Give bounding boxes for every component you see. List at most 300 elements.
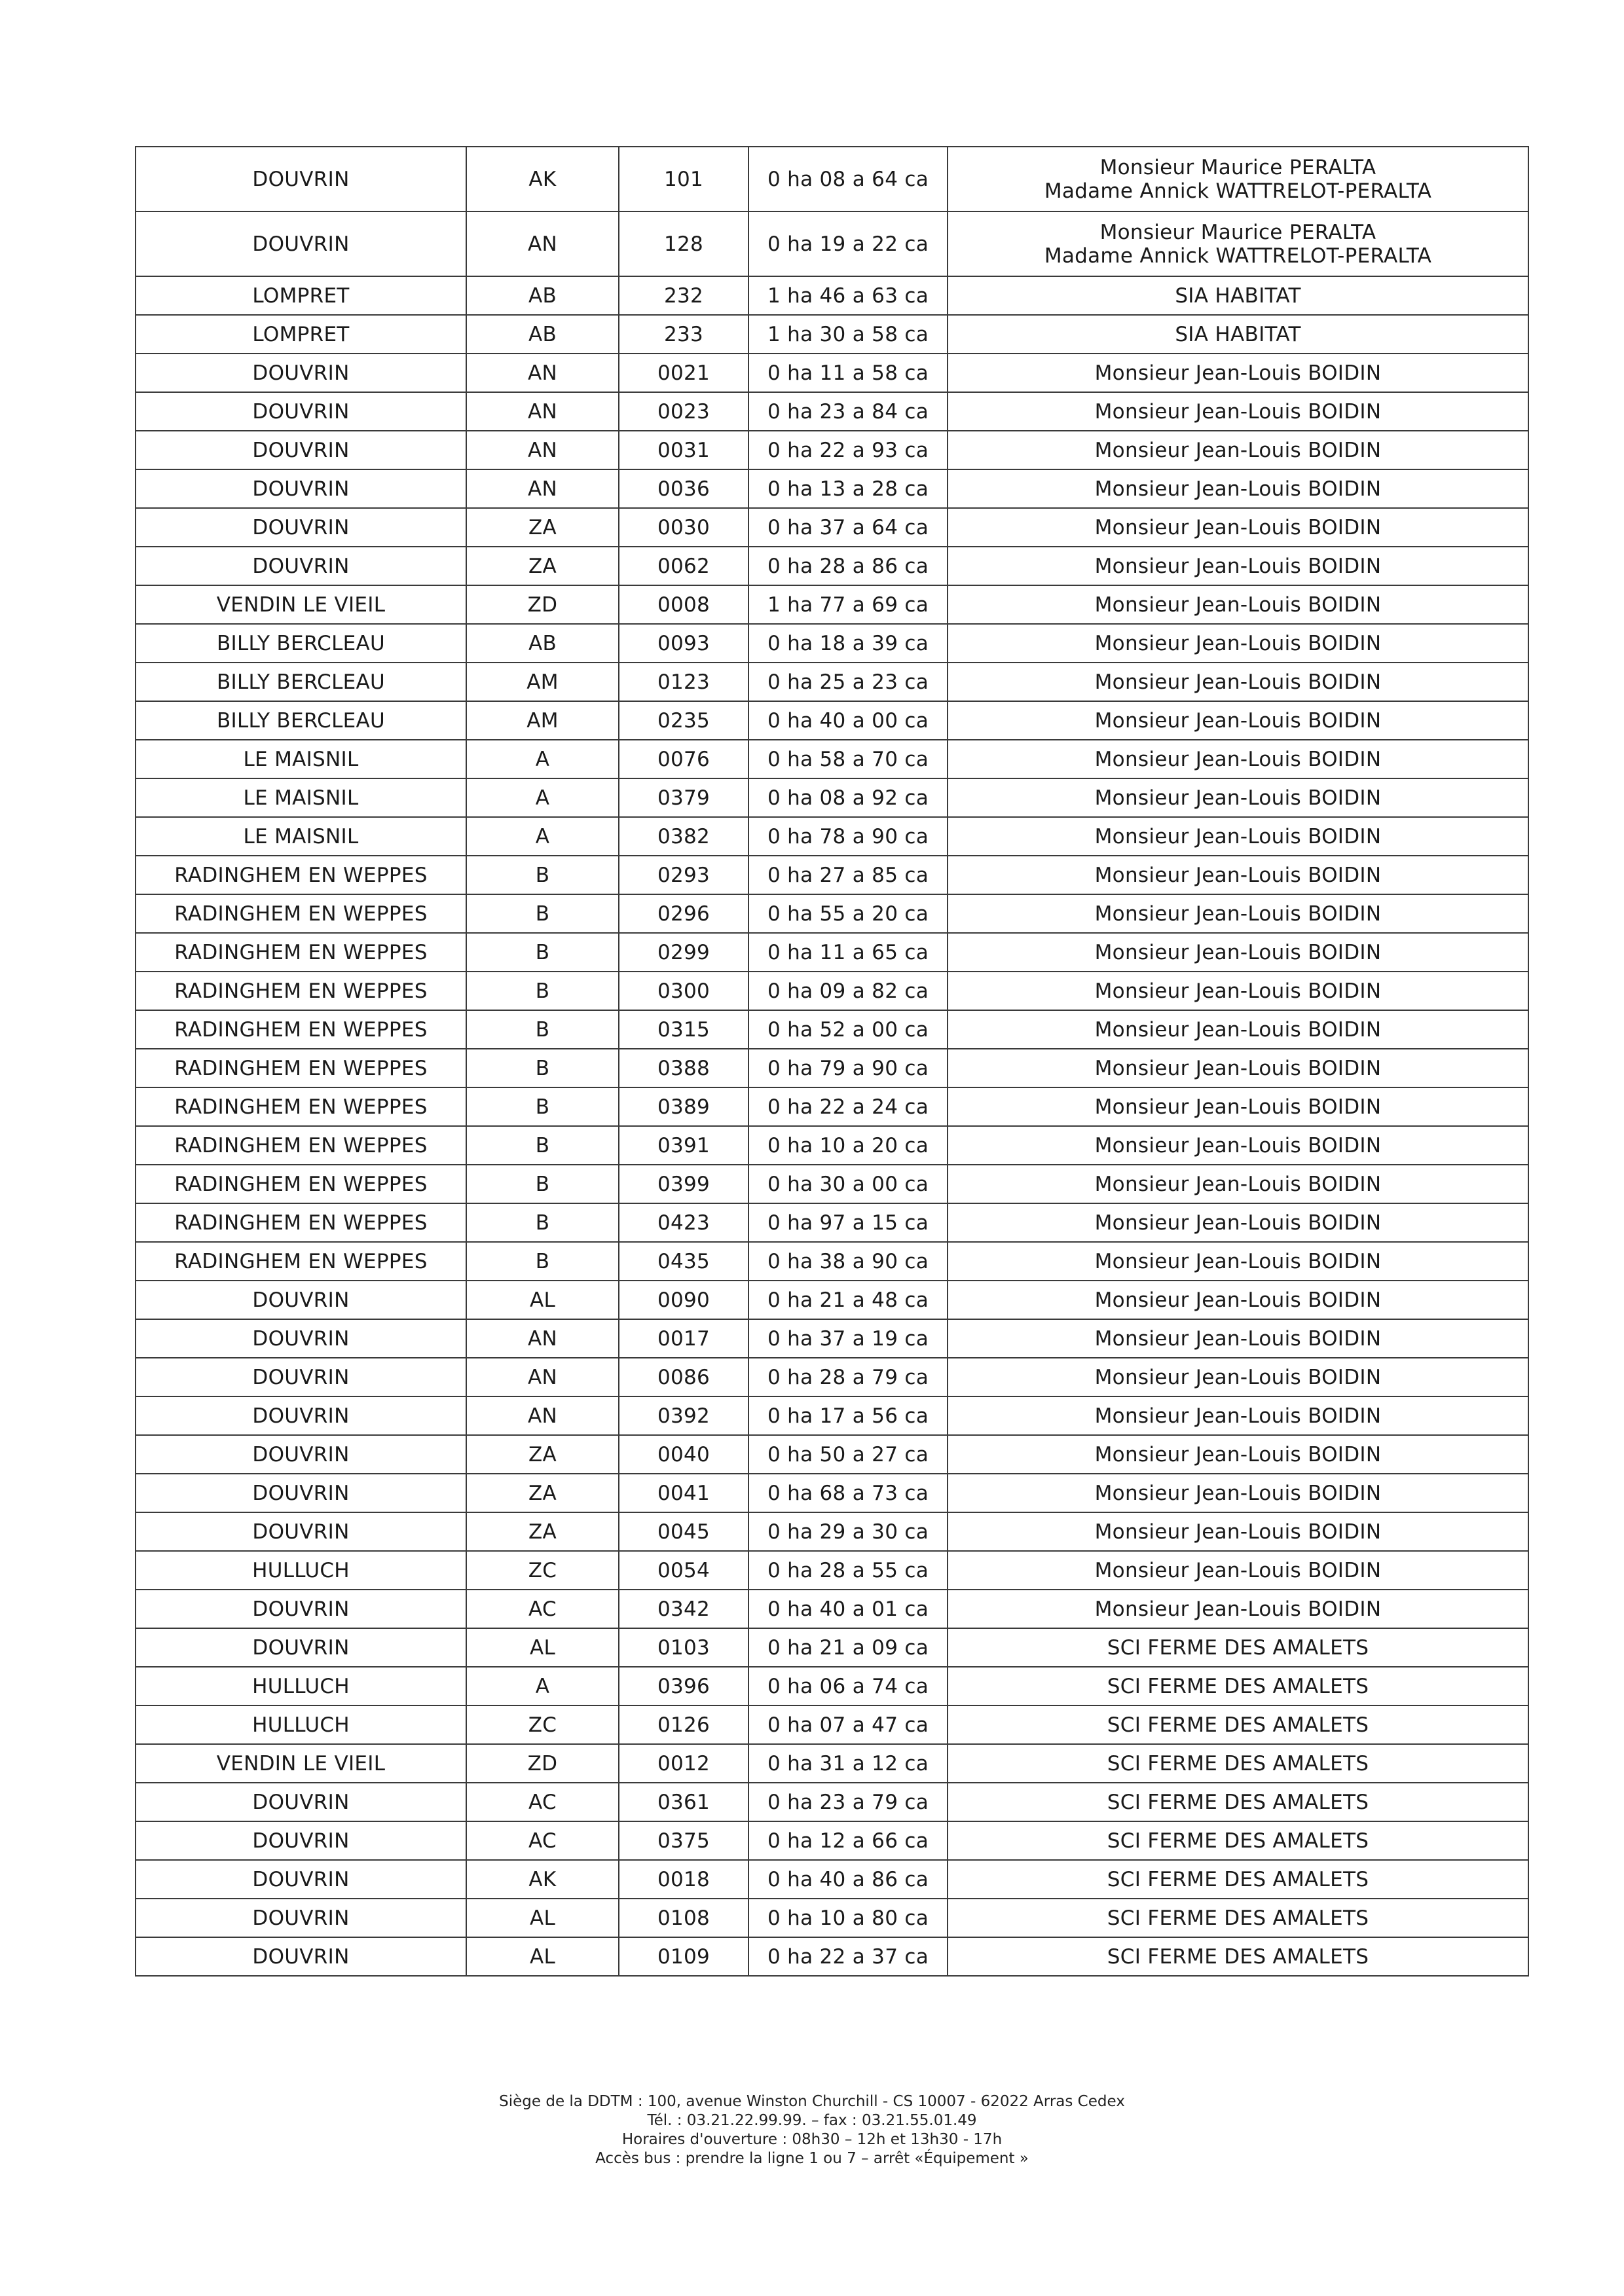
cell-contenance: 0 ha 23 a 84 ca	[748, 392, 948, 431]
cell-commune: LOMPRET	[136, 315, 466, 354]
cell-contenance: 0 ha 97 a 15 ca	[748, 1203, 948, 1242]
cell-contenance: 0 ha 12 a 66 ca	[748, 1821, 948, 1860]
cell-numero: 128	[619, 211, 748, 276]
cell-section: ZA	[466, 1435, 619, 1474]
cell-contenance: 0 ha 08 a 92 ca	[748, 778, 948, 817]
cell-commune: LE MAISNIL	[136, 778, 466, 817]
table-row	[136, 1435, 1528, 1474]
cell-contenance: 0 ha 38 a 90 ca	[748, 1242, 948, 1281]
table-row	[136, 1860, 1528, 1899]
table-row	[136, 933, 1528, 972]
cell-contenance: 1 ha 46 a 63 ca	[748, 276, 948, 315]
owner-name: Monsieur Jean-Louis BOIDIN	[1094, 361, 1382, 385]
cell-section: AB	[466, 624, 619, 663]
cell-owner	[948, 1512, 1528, 1551]
cell-owner	[948, 1087, 1528, 1126]
cell-contenance: 0 ha 11 a 65 ca	[748, 933, 948, 972]
cell-owner	[948, 817, 1528, 856]
owner-name: Monsieur Jean-Louis BOIDIN	[1094, 1365, 1382, 1389]
owner-name: Monsieur Jean-Louis BOIDIN	[1094, 1288, 1382, 1312]
table-row	[136, 431, 1528, 469]
cell-commune: DOUVRIN	[136, 1590, 466, 1628]
table-row	[136, 1821, 1528, 1860]
cell-owner	[948, 1937, 1528, 1976]
cell-section: ZA	[466, 1512, 619, 1551]
cell-commune: RADINGHEM EN WEPPES	[136, 1049, 466, 1087]
cell-section: AL	[466, 1628, 619, 1667]
cell-contenance: 0 ha 11 a 58 ca	[748, 354, 948, 392]
cell-owner	[948, 1783, 1528, 1821]
cell-owner	[948, 508, 1528, 547]
owner-name: SCI FERME DES AMALETS	[1107, 1867, 1369, 1891]
cell-contenance: 0 ha 07 a 47 ca	[748, 1705, 948, 1744]
cell-section: B	[466, 894, 619, 933]
cell-contenance: 0 ha 37 a 19 ca	[748, 1319, 948, 1358]
cell-section: AM	[466, 701, 619, 740]
owner-name: Monsieur Jean-Louis BOIDIN	[1094, 1017, 1382, 1042]
cell-numero: 101	[619, 147, 748, 211]
cell-numero: 0041	[619, 1474, 748, 1512]
cell-commune: RADINGHEM EN WEPPES	[136, 972, 466, 1010]
table-row	[136, 1937, 1528, 1976]
cell-owner	[948, 547, 1528, 585]
cell-contenance: 0 ha 27 a 85 ca	[748, 856, 948, 894]
cell-contenance: 0 ha 22 a 93 ca	[748, 431, 948, 469]
cell-owner	[948, 211, 1528, 276]
table-row	[136, 856, 1528, 894]
cell-contenance: 0 ha 68 a 73 ca	[748, 1474, 948, 1512]
cell-commune: DOUVRIN	[136, 469, 466, 508]
table-row	[136, 508, 1528, 547]
table-row	[136, 972, 1528, 1010]
footer-phone-fax: Tél. : 03.21.22.99.99. – fax : 03.21.55.01.49	[647, 2112, 977, 2129]
cell-commune: DOUVRIN	[136, 1474, 466, 1512]
footer-address: Siège de la DDTM : 100, avenue Winston Churchill - CS 10007 - 62022 Arras Cedex	[499, 2093, 1125, 2110]
cell-commune: RADINGHEM EN WEPPES	[136, 1126, 466, 1165]
cell-owner	[948, 663, 1528, 701]
cell-contenance: 1 ha 77 a 69 ca	[748, 585, 948, 624]
cell-numero: 0093	[619, 624, 748, 663]
owner-name: Monsieur Jean-Louis BOIDIN	[1094, 863, 1382, 887]
cell-section: AL	[466, 1937, 619, 1976]
cell-section: ZD	[466, 1744, 619, 1783]
owner-name: Monsieur Jean-Louis BOIDIN	[1094, 1249, 1382, 1273]
cell-contenance: 0 ha 58 a 70 ca	[748, 740, 948, 778]
cell-section: ZC	[466, 1551, 619, 1590]
table-row	[136, 1744, 1528, 1783]
cell-numero: 0012	[619, 1744, 748, 1783]
cell-contenance: 0 ha 17 a 56 ca	[748, 1396, 948, 1435]
table-row	[136, 663, 1528, 701]
cell-section: ZA	[466, 547, 619, 585]
owner-name: Monsieur Jean-Louis BOIDIN	[1094, 1520, 1382, 1544]
owner-name: SIA HABITAT	[1175, 283, 1301, 308]
cell-owner	[948, 1010, 1528, 1049]
cell-owner	[948, 1203, 1528, 1242]
cell-contenance: 0 ha 08 a 64 ca	[748, 147, 948, 211]
cell-contenance: 0 ha 40 a 86 ca	[748, 1860, 948, 1899]
cell-contenance: 0 ha 13 a 28 ca	[748, 469, 948, 508]
cell-commune: RADINGHEM EN WEPPES	[136, 894, 466, 933]
cell-contenance: 0 ha 52 a 00 ca	[748, 1010, 948, 1049]
table-row	[136, 1590, 1528, 1628]
cell-numero: 0396	[619, 1667, 748, 1705]
cell-numero: 0040	[619, 1435, 748, 1474]
cell-numero: 0030	[619, 508, 748, 547]
cell-owner	[948, 276, 1528, 315]
cell-section: AM	[466, 663, 619, 701]
cell-contenance: 0 ha 06 a 74 ca	[748, 1667, 948, 1705]
cell-commune: DOUVRIN	[136, 1899, 466, 1937]
parcel-table-body	[136, 147, 1528, 1976]
owner-name: Monsieur Jean-Louis BOIDIN	[1094, 592, 1382, 617]
cell-section: AC	[466, 1783, 619, 1821]
page-footer	[0, 2092, 1624, 2168]
cell-owner	[948, 778, 1528, 817]
table-row	[136, 1667, 1528, 1705]
owner-name: Monsieur Jean-Louis BOIDIN	[1094, 631, 1382, 655]
owner-name: Monsieur Jean-Louis BOIDIN	[1094, 477, 1382, 501]
cell-section: B	[466, 1203, 619, 1242]
cell-numero: 0054	[619, 1551, 748, 1590]
cell-numero: 0389	[619, 1087, 748, 1126]
cell-owner	[948, 1860, 1528, 1899]
cell-numero: 0375	[619, 1821, 748, 1860]
owner-name: SCI FERME DES AMALETS	[1107, 1906, 1369, 1930]
table-row	[136, 1281, 1528, 1319]
cell-commune: DOUVRIN	[136, 1628, 466, 1667]
cell-owner	[948, 1551, 1528, 1590]
cell-numero: 0399	[619, 1165, 748, 1203]
cell-numero: 0299	[619, 933, 748, 972]
owner-name: Monsieur Jean-Louis BOIDIN	[1094, 902, 1382, 926]
cell-numero: 0126	[619, 1705, 748, 1744]
cell-commune: DOUVRIN	[136, 508, 466, 547]
cell-owner	[948, 392, 1528, 431]
cell-owner	[948, 469, 1528, 508]
cell-commune: DOUVRIN	[136, 147, 466, 211]
cell-numero: 0361	[619, 1783, 748, 1821]
owner-name: Monsieur Jean-Louis BOIDIN	[1094, 399, 1382, 424]
cell-numero: 0379	[619, 778, 748, 817]
cell-contenance: 0 ha 79 a 90 ca	[748, 1049, 948, 1087]
cell-numero: 0008	[619, 585, 748, 624]
cell-owner	[948, 1628, 1528, 1667]
cell-contenance: 0 ha 29 a 30 ca	[748, 1512, 948, 1551]
cell-contenance: 0 ha 55 a 20 ca	[748, 894, 948, 933]
cell-section: AB	[466, 276, 619, 315]
owner-name: SCI FERME DES AMALETS	[1107, 1713, 1369, 1737]
cell-contenance: 0 ha 28 a 86 ca	[748, 547, 948, 585]
cell-contenance: 0 ha 40 a 01 ca	[748, 1590, 948, 1628]
cell-contenance: 0 ha 28 a 79 ca	[748, 1358, 948, 1396]
owner-name: Monsieur Jean-Louis BOIDIN	[1094, 554, 1382, 578]
footer-bus-access: Accès bus : prendre la ligne 1 ou 7 – arrêt «Équipement »	[595, 2150, 1029, 2167]
cell-numero: 0018	[619, 1860, 748, 1899]
cell-owner	[948, 1590, 1528, 1628]
cell-section: AC	[466, 1821, 619, 1860]
cell-commune: DOUVRIN	[136, 431, 466, 469]
table-row	[136, 469, 1528, 508]
owner-name: Monsieur Maurice PERALTA	[1099, 220, 1376, 244]
table-row	[136, 740, 1528, 778]
owner-name: Monsieur Jean-Louis BOIDIN	[1094, 824, 1382, 848]
table-row	[136, 276, 1528, 315]
cell-numero: 232	[619, 276, 748, 315]
table-row	[136, 894, 1528, 933]
cell-commune: LOMPRET	[136, 276, 466, 315]
cell-section: ZA	[466, 1474, 619, 1512]
table-row	[136, 1203, 1528, 1242]
cell-numero: 0109	[619, 1937, 748, 1976]
cell-owner	[948, 933, 1528, 972]
cell-owner	[948, 1126, 1528, 1165]
cell-commune: DOUVRIN	[136, 354, 466, 392]
table-row	[136, 1319, 1528, 1358]
owner-name: SCI FERME DES AMALETS	[1107, 1829, 1369, 1853]
owner-name: SCI FERME DES AMALETS	[1107, 1944, 1369, 1969]
cell-owner	[948, 354, 1528, 392]
cell-section: AL	[466, 1899, 619, 1937]
cell-commune: DOUVRIN	[136, 211, 466, 276]
owner-name: Monsieur Jean-Louis BOIDIN	[1094, 1095, 1382, 1119]
cell-commune: DOUVRIN	[136, 1512, 466, 1551]
cell-commune: RADINGHEM EN WEPPES	[136, 1010, 466, 1049]
cell-owner	[948, 315, 1528, 354]
cell-owner	[948, 1474, 1528, 1512]
table-row	[136, 1358, 1528, 1396]
cell-contenance: 0 ha 19 a 22 ca	[748, 211, 948, 276]
owner-name: Monsieur Jean-Louis BOIDIN	[1094, 747, 1382, 771]
cell-section: A	[466, 778, 619, 817]
cell-commune: DOUVRIN	[136, 1821, 466, 1860]
table-row	[136, 817, 1528, 856]
owner-name: Monsieur Maurice PERALTA	[1099, 155, 1376, 179]
cell-commune: DOUVRIN	[136, 392, 466, 431]
owner-name: Monsieur Jean-Louis BOIDIN	[1094, 1056, 1382, 1080]
cell-section: ZD	[466, 585, 619, 624]
cell-commune: HULLUCH	[136, 1667, 466, 1705]
table-row	[136, 392, 1528, 431]
table-row	[136, 1474, 1528, 1512]
owner-name: SCI FERME DES AMALETS	[1107, 1751, 1369, 1776]
owner-name: Monsieur Jean-Louis BOIDIN	[1094, 940, 1382, 964]
cell-numero: 0382	[619, 817, 748, 856]
cell-numero: 0031	[619, 431, 748, 469]
cell-numero: 0435	[619, 1242, 748, 1281]
cell-commune: DOUVRIN	[136, 547, 466, 585]
cell-contenance: 0 ha 31 a 12 ca	[748, 1744, 948, 1783]
table-row	[136, 1783, 1528, 1821]
owner-name: Monsieur Jean-Louis BOIDIN	[1094, 515, 1382, 539]
owner-name: Monsieur Jean-Louis BOIDIN	[1094, 1558, 1382, 1582]
cell-contenance: 0 ha 22 a 37 ca	[748, 1937, 948, 1976]
table-row	[136, 624, 1528, 663]
owner-name: Monsieur Jean-Louis BOIDIN	[1094, 1481, 1382, 1505]
cell-commune: RADINGHEM EN WEPPES	[136, 933, 466, 972]
cell-commune: HULLUCH	[136, 1705, 466, 1744]
owner-name: Monsieur Jean-Louis BOIDIN	[1094, 1597, 1382, 1621]
cell-commune: DOUVRIN	[136, 1860, 466, 1899]
table-row	[136, 1628, 1528, 1667]
cell-owner	[948, 740, 1528, 778]
cell-commune: RADINGHEM EN WEPPES	[136, 856, 466, 894]
cell-commune: BILLY BERCLEAU	[136, 624, 466, 663]
cell-numero: 0062	[619, 547, 748, 585]
cell-section: AB	[466, 315, 619, 354]
cell-section: AN	[466, 1358, 619, 1396]
cell-numero: 0388	[619, 1049, 748, 1087]
cell-commune: DOUVRIN	[136, 1937, 466, 1976]
cell-section: AN	[466, 1396, 619, 1435]
cell-owner	[948, 1049, 1528, 1087]
cell-section: AK	[466, 147, 619, 211]
cell-contenance: 0 ha 30 a 00 ca	[748, 1165, 948, 1203]
cell-commune: RADINGHEM EN WEPPES	[136, 1165, 466, 1203]
cell-commune: DOUVRIN	[136, 1358, 466, 1396]
cell-owner	[948, 1667, 1528, 1705]
cell-contenance: 0 ha 10 a 20 ca	[748, 1126, 948, 1165]
cell-numero: 0103	[619, 1628, 748, 1667]
footer-opening-hours: Horaires d'ouverture : 08h30 – 12h et 13h30 - 17h	[621, 2131, 1003, 2148]
cell-owner	[948, 972, 1528, 1010]
cell-numero: 0392	[619, 1396, 748, 1435]
cell-contenance: 0 ha 50 a 27 ca	[748, 1435, 948, 1474]
table-row	[136, 1087, 1528, 1126]
cell-section: B	[466, 1087, 619, 1126]
cell-owner	[948, 1899, 1528, 1937]
owner-name: Monsieur Jean-Louis BOIDIN	[1094, 1326, 1382, 1351]
owner-name: Monsieur Jean-Louis BOIDIN	[1094, 708, 1382, 733]
cell-section: A	[466, 1667, 619, 1705]
cell-contenance: 0 ha 09 a 82 ca	[748, 972, 948, 1010]
cell-numero: 0391	[619, 1126, 748, 1165]
cell-numero: 0045	[619, 1512, 748, 1551]
owner-name: Monsieur Jean-Louis BOIDIN	[1094, 1133, 1382, 1157]
cell-section: B	[466, 972, 619, 1010]
cell-owner	[948, 1319, 1528, 1358]
owner-name: SCI FERME DES AMALETS	[1107, 1674, 1369, 1698]
cell-commune: RADINGHEM EN WEPPES	[136, 1203, 466, 1242]
cell-commune: BILLY BERCLEAU	[136, 701, 466, 740]
cell-section: B	[466, 1242, 619, 1281]
cell-section: AN	[466, 211, 619, 276]
table-row	[136, 547, 1528, 585]
cell-commune: RADINGHEM EN WEPPES	[136, 1242, 466, 1281]
cell-commune: DOUVRIN	[136, 1435, 466, 1474]
cell-numero: 0123	[619, 663, 748, 701]
cell-commune: LE MAISNIL	[136, 740, 466, 778]
table-row	[136, 1010, 1528, 1049]
cell-section: AN	[466, 354, 619, 392]
owner-name: Monsieur Jean-Louis BOIDIN	[1094, 1404, 1382, 1428]
owner-name: Monsieur Jean-Louis BOIDIN	[1094, 979, 1382, 1003]
cell-section: AK	[466, 1860, 619, 1899]
table-row	[136, 585, 1528, 624]
table-row	[136, 1126, 1528, 1165]
table-row	[136, 1899, 1528, 1937]
table-row	[136, 778, 1528, 817]
cell-commune: VENDIN LE VIEIL	[136, 1744, 466, 1783]
cell-owner	[948, 624, 1528, 663]
table-row	[136, 1396, 1528, 1435]
owner-name: Madame Annick WATTRELOT-PERALTA	[1044, 179, 1432, 203]
table-row	[136, 1551, 1528, 1590]
cell-owner	[948, 701, 1528, 740]
cell-commune: RADINGHEM EN WEPPES	[136, 1087, 466, 1126]
cell-numero: 0293	[619, 856, 748, 894]
table-row	[136, 1512, 1528, 1551]
cell-contenance: 1 ha 30 a 58 ca	[748, 315, 948, 354]
owner-name: Monsieur Jean-Louis BOIDIN	[1094, 1442, 1382, 1467]
cell-commune: VENDIN LE VIEIL	[136, 585, 466, 624]
cell-owner	[948, 431, 1528, 469]
cell-owner	[948, 1821, 1528, 1860]
cell-numero: 0315	[619, 1010, 748, 1049]
table-row	[136, 354, 1528, 392]
cell-numero: 0108	[619, 1899, 748, 1937]
cell-numero: 0023	[619, 392, 748, 431]
cell-section: B	[466, 933, 619, 972]
cell-owner	[948, 1705, 1528, 1744]
cell-commune: DOUVRIN	[136, 1319, 466, 1358]
cell-owner	[948, 1358, 1528, 1396]
owner-name: SIA HABITAT	[1175, 322, 1301, 346]
table-row	[136, 315, 1528, 354]
cell-contenance: 0 ha 40 a 00 ca	[748, 701, 948, 740]
cell-owner	[948, 585, 1528, 624]
cell-section: B	[466, 856, 619, 894]
cell-contenance: 0 ha 78 a 90 ca	[748, 817, 948, 856]
cell-numero: 0017	[619, 1319, 748, 1358]
cell-contenance: 0 ha 37 a 64 ca	[748, 508, 948, 547]
cell-owner	[948, 1744, 1528, 1783]
cell-section: AC	[466, 1590, 619, 1628]
cell-owner	[948, 856, 1528, 894]
owner-name: Monsieur Jean-Louis BOIDIN	[1094, 670, 1382, 694]
cell-numero: 0342	[619, 1590, 748, 1628]
cell-section: ZA	[466, 508, 619, 547]
cell-numero: 0021	[619, 354, 748, 392]
cell-commune: DOUVRIN	[136, 1396, 466, 1435]
cell-contenance: 0 ha 25 a 23 ca	[748, 663, 948, 701]
cell-owner	[948, 1396, 1528, 1435]
cell-section: B	[466, 1165, 619, 1203]
cell-numero: 0296	[619, 894, 748, 933]
cell-section: AN	[466, 431, 619, 469]
cell-section: B	[466, 1126, 619, 1165]
cell-numero: 0235	[619, 701, 748, 740]
cell-commune: DOUVRIN	[136, 1281, 466, 1319]
cell-section: ZC	[466, 1705, 619, 1744]
table-row	[136, 701, 1528, 740]
cell-commune: HULLUCH	[136, 1551, 466, 1590]
owner-name: Monsieur Jean-Louis BOIDIN	[1094, 1172, 1382, 1196]
cell-section: A	[466, 740, 619, 778]
cell-section: B	[466, 1010, 619, 1049]
table-row	[136, 1165, 1528, 1203]
cell-numero: 0423	[619, 1203, 748, 1242]
parcel-table	[135, 146, 1529, 1977]
cell-numero: 0086	[619, 1358, 748, 1396]
owner-name: Monsieur Jean-Louis BOIDIN	[1094, 438, 1382, 462]
cell-owner	[948, 1165, 1528, 1203]
table-row	[136, 147, 1528, 211]
cell-owner	[948, 1281, 1528, 1319]
cell-contenance: 0 ha 22 a 24 ca	[748, 1087, 948, 1126]
cell-contenance: 0 ha 23 a 79 ca	[748, 1783, 948, 1821]
cell-section: AL	[466, 1281, 619, 1319]
